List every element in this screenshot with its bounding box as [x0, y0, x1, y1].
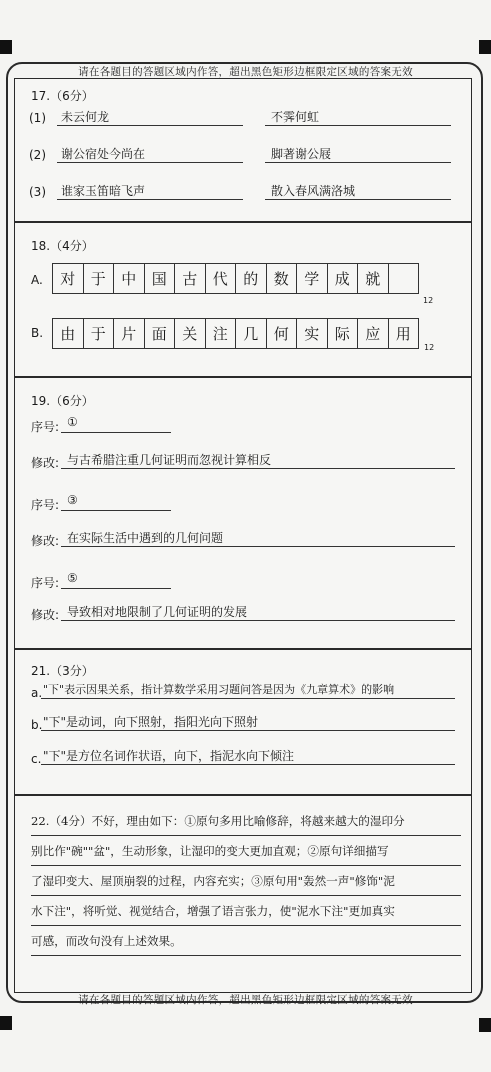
q19-seq1-label: 序号: [31, 420, 60, 434]
q18-a-cell: 成 [327, 263, 359, 294]
q18-b-cell: 用 [388, 318, 420, 349]
q21-c-text: "下"是方位名词作状语，向下，指泥水向下倾注 [43, 749, 295, 763]
q18-a-cell: 数 [266, 263, 298, 294]
q21-c-line [41, 764, 455, 765]
q22-line: 22.（4分）不好，理由如下：①原句多用比喻修辞，将越来越大的湿印分 [31, 806, 461, 836]
q18-b-cell: 几 [235, 318, 267, 349]
q18-b-cell: 际 [327, 318, 359, 349]
q19-fix1-label: 修改: [31, 456, 60, 470]
q21-section [14, 649, 472, 795]
q19-fix1-value: 与古希腊注重几何证明而忽视计算相反 [67, 453, 272, 467]
q21-c-num: c. [31, 752, 42, 766]
q19-fix3-line [61, 620, 455, 621]
registration-mark-top-left [0, 40, 12, 54]
q21-b-line [41, 730, 455, 731]
q19-seq3-line [61, 588, 171, 589]
q18-b-cell: 面 [144, 318, 176, 349]
q18-b-cell: 应 [357, 318, 389, 349]
q17-row1-right: 不霁何虹 [271, 110, 320, 124]
q18-title: 18.（4分） [31, 239, 94, 253]
q17-row3-left-line [57, 199, 243, 200]
q22-line: 了湿印变大、屋顶崩裂的过程，内容充实；③原句用"轰然一声"修饰"泥 [31, 866, 461, 896]
q17-row2-num: (2) [29, 148, 46, 162]
q17-row1-left: 未云何龙 [61, 110, 110, 124]
q18-b-label: B. [31, 326, 44, 340]
q19-fix2-label: 修改: [31, 534, 60, 548]
q18-a-label: A. [31, 273, 43, 287]
q18-a-cell [388, 263, 420, 294]
registration-mark-bottom-left [0, 1016, 12, 1030]
q18-b-cell: 片 [113, 318, 145, 349]
q19-seq1-line [61, 432, 171, 433]
q22-line: 水下注"，将听觉、视觉结合，增强了语言张力，使"泥水下注"更加真实 [31, 896, 461, 926]
q17-row3-left: 谁家玉笛暗飞声 [61, 184, 146, 198]
q18-b-cell: 注 [205, 318, 237, 349]
q17-row3-right: 散入春风满洛城 [271, 184, 356, 198]
q18-b-cell: 实 [296, 318, 328, 349]
q18-a-cell: 的 [235, 263, 267, 294]
q18-a-cell: 国 [144, 263, 176, 294]
q18-b-count: 12 [424, 343, 435, 352]
q22-line: 可感，而改句没有上述效果。 [31, 926, 461, 956]
q19-seq1-value: ① [67, 415, 78, 429]
q17-section [14, 78, 472, 222]
q18-a-count: 12 [423, 296, 434, 305]
q19-seq2-line [61, 510, 171, 511]
q18-a-cell: 中 [113, 263, 145, 294]
q22-line: 别比作"碗""盆"，生动形象，让湿印的变大更加直观；②原句详细描写 [31, 836, 461, 866]
q19-fix3-label: 修改: [31, 608, 60, 622]
q17-row2-left: 谢公宿处今尚在 [61, 147, 146, 161]
q18-a-cell: 学 [296, 263, 328, 294]
q21-a-num: a. [31, 686, 43, 700]
q18-a-cell: 代 [205, 263, 237, 294]
q17-row2-right-line [265, 162, 451, 163]
q18-a-cell: 于 [83, 263, 115, 294]
q17-title: 17.（6分） [31, 89, 94, 103]
q18-b-cell: 于 [83, 318, 115, 349]
q18-a-cell: 古 [174, 263, 206, 294]
q18-a-cell: 对 [52, 263, 84, 294]
q18-b-cell: 关 [174, 318, 206, 349]
q19-fix1-line [61, 468, 455, 469]
q19-fix2-value: 在实际生活中遇到的几何问题 [67, 531, 224, 545]
q17-row2-left-line [57, 162, 243, 163]
q17-row1-left-line [57, 125, 243, 126]
q19-seq2-label: 序号: [31, 498, 60, 512]
q18-b-cell: 由 [52, 318, 84, 349]
q19-seq3-value: ⑤ [67, 571, 78, 585]
q18-section [14, 222, 472, 377]
q17-row1-num: (1) [29, 111, 46, 125]
q21-a-text: "下"表示因果关系，指计算数学采用习题问答是因为《九章算术》的影响 [43, 683, 395, 696]
q19-title: 19.（6分） [31, 394, 94, 408]
q21-b-text: "下"是动词，向下照射，指阳光向下照射 [43, 715, 259, 729]
q21-b-num: b. [31, 718, 43, 732]
q17-row1-right-line [265, 125, 451, 126]
footer-notice: 请在各题目的答题区域内作答，超出黑色矩形边框限定区域的答案无效 [78, 994, 413, 1006]
q17-row3-right-line [265, 199, 451, 200]
q18-b-grid [53, 318, 419, 349]
q19-seq3-label: 序号: [31, 576, 60, 590]
registration-mark-bottom-right [479, 1018, 491, 1032]
q19-seq2-value: ③ [67, 493, 78, 507]
q19-fix2-line [61, 546, 455, 547]
q18-a-grid [53, 263, 419, 294]
header-notice: 请在各题目的答题区域内作答，超出黑色矩形边框限定区域的答案无效 [78, 66, 413, 78]
q22-section [14, 795, 472, 993]
q17-row3-num: (3) [29, 185, 46, 199]
q21-title: 21.（3分） [31, 664, 94, 678]
q18-a-cell: 就 [357, 263, 389, 294]
q17-row2-right: 脚著谢公屐 [271, 147, 332, 161]
registration-mark-top-right [479, 40, 491, 54]
q19-section [14, 377, 472, 649]
q19-fix3-value: 导致相对地限制了几何证明的发展 [67, 605, 248, 619]
q18-b-cell: 何 [266, 318, 298, 349]
q22-answer [31, 806, 461, 956]
q21-a-line [41, 698, 455, 699]
